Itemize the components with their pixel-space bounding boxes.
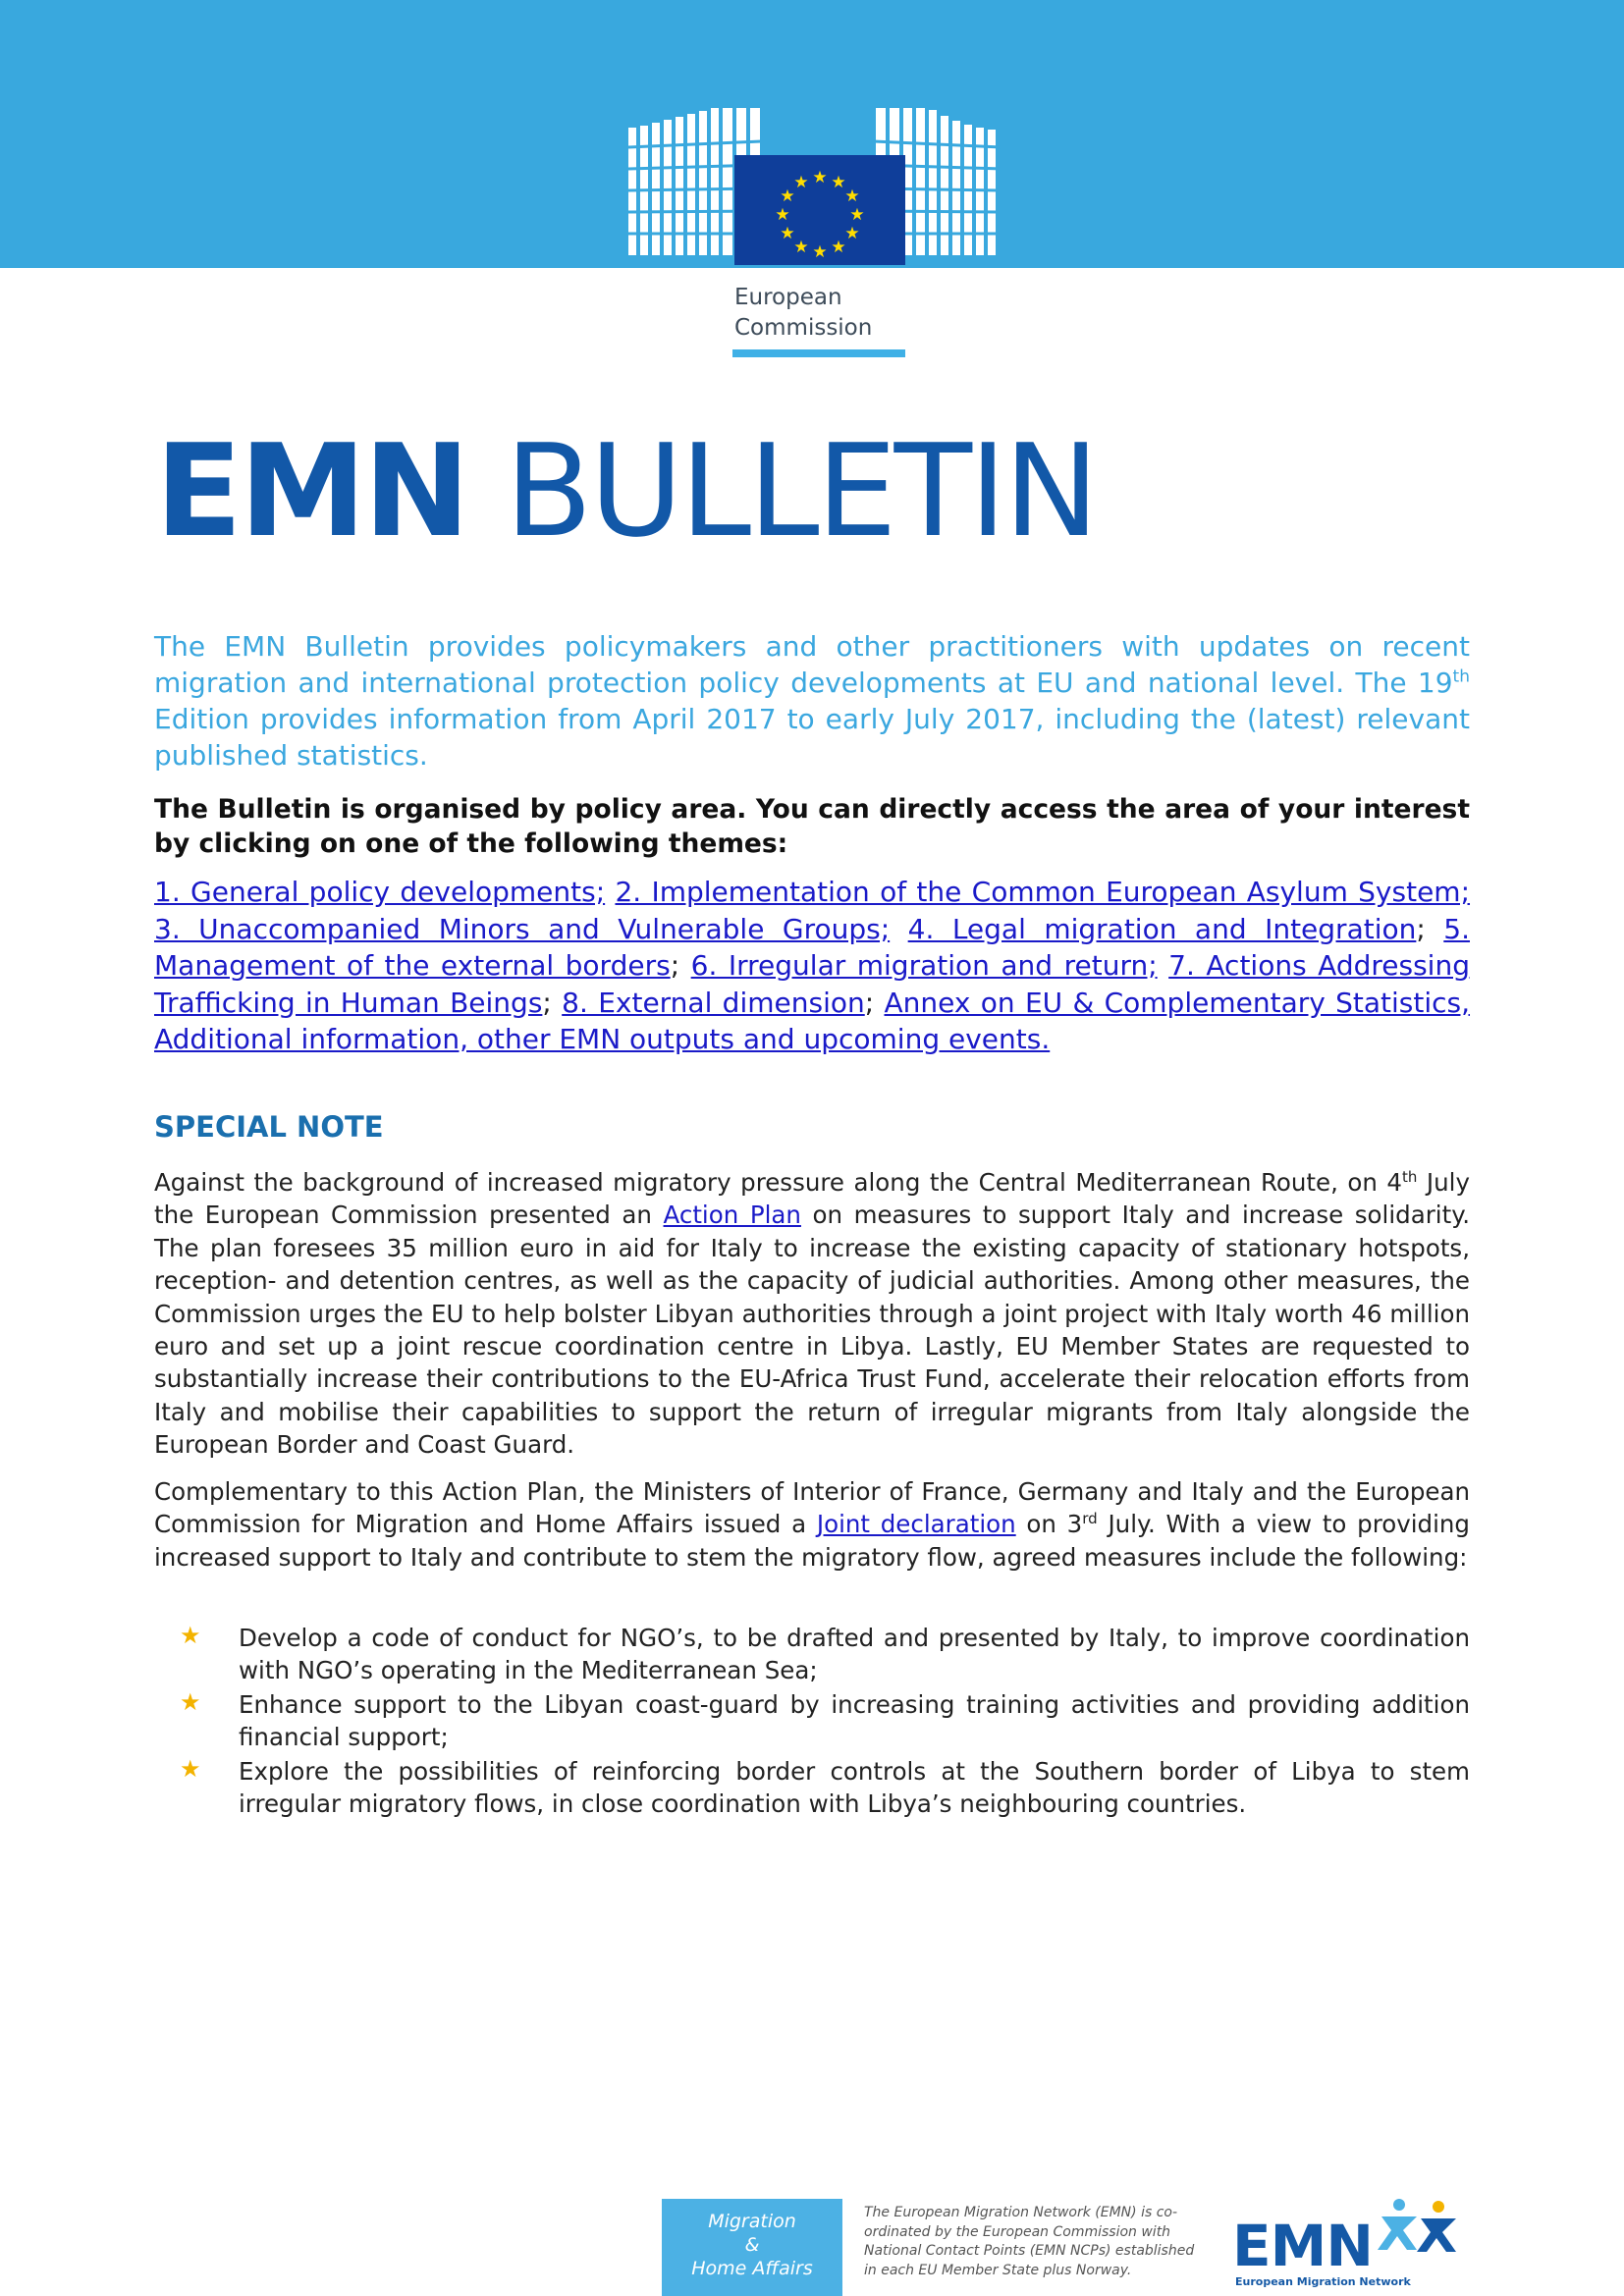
list-item xyxy=(154,1622,1470,1687)
svg-text:★: ★ xyxy=(831,173,846,192)
separator: ; xyxy=(542,986,552,1019)
svg-text:★: ★ xyxy=(812,168,828,187)
separator: ; xyxy=(670,949,680,982)
theme-link-minors[interactable]: 3. Unaccompanied Minors and Vulnerable Groups; xyxy=(154,912,891,945)
p2-text-a: Complementary to this Action Plan, the Ministers of Interior of France, Germany and Italy and the European Commission for Migration and Home Affairs issued a xyxy=(154,1477,1470,1539)
measures-list xyxy=(154,1622,1470,1821)
separator: ; xyxy=(1416,912,1426,945)
p1-text-b: July the European Commission presented an xyxy=(154,1168,1470,1230)
theme-link-annex[interactable]: Annex on EU & Complementary Statistics, Additional information, other EMN outputs and upcoming events. xyxy=(154,986,1471,1055)
badge-line-1: Migration xyxy=(708,2211,796,2232)
special-note-paragraph-1 xyxy=(154,1166,1470,1462)
p2-text-b: on 3 xyxy=(1015,1510,1083,1539)
star-bullet-icon: ★ xyxy=(180,1687,201,1716)
p2-sup: rd xyxy=(1082,1510,1098,1528)
theme-link-irregular-migration[interactable]: 6. Irregular migration and return; xyxy=(690,949,1158,982)
svg-text:★: ★ xyxy=(812,242,828,262)
theme-links xyxy=(154,874,1470,1058)
list-item xyxy=(154,1755,1470,1821)
star-bullet-icon: ★ xyxy=(180,1754,201,1783)
title-bulletin: BULLETIN xyxy=(505,416,1097,565)
intro-sup: th xyxy=(1452,667,1470,687)
org-line2: Commission xyxy=(734,315,873,341)
svg-text:★: ★ xyxy=(775,205,790,225)
star-bullet-icon: ★ xyxy=(180,1622,201,1649)
svg-text:★: ★ xyxy=(780,187,795,206)
p1-sup: th xyxy=(1402,1167,1418,1186)
p2-text-c: July. With a view to providing increased support to Italy and contribute to stem the migratory flow, agreed measures include the following: xyxy=(154,1510,1470,1572)
european-commission-logo xyxy=(628,108,1001,265)
special-note-paragraph-2 xyxy=(154,1475,1470,1574)
lead-paragraph: The Bulletin is organised by policy area. You can directly access the area of your interest by clicking on one of the following themes: xyxy=(154,794,1470,859)
separator: ; xyxy=(864,986,875,1019)
svg-text:★: ★ xyxy=(844,224,860,243)
intro-text-1: The EMN Bulletin provides policymakers and other practitioners with updates on recent migration and international protection policy developments at EU and national level. The 19 xyxy=(154,630,1470,699)
list-item xyxy=(154,1688,1470,1754)
logo-underline xyxy=(732,349,905,357)
theme-link-borders[interactable]: 5. Management of the external borders xyxy=(154,912,1470,982)
emn-wordmark: EMN xyxy=(1232,2213,1373,2279)
special-note-heading: SPECIAL NOTE xyxy=(154,1110,384,1144)
p1-text-a: Against the background of increased migratory pressure along the Central Mediterranean Route, on 4 xyxy=(154,1168,1403,1197)
document-title xyxy=(155,416,1097,565)
theme-link-trafficking[interactable]: 7. Actions Addressing Trafficking in Human Beings xyxy=(154,949,1470,1019)
org-line1: European xyxy=(734,285,842,310)
emn-figures-icon xyxy=(1370,2195,1468,2264)
european-commission-wordmark xyxy=(734,283,901,344)
badge-line-2: & xyxy=(744,2234,760,2256)
theme-link-external-dimension[interactable]: 8. External dimension xyxy=(562,986,865,1019)
title-emn: EMN xyxy=(155,416,467,565)
intro-text-2: Edition provides information from April 2017 to early July 2017, including the (latest) relevant published statistics. xyxy=(154,703,1470,772)
svg-text:★: ★ xyxy=(844,187,860,206)
theme-link-ceas[interactable]: 2. Implementation of the Common European Asylum System; xyxy=(615,876,1471,908)
joint-declaration-link[interactable]: Joint declaration xyxy=(816,1510,1016,1539)
list-item-text: Explore the possibilities of reinforcing border controls at the Southern border of Libya to stem irregular migratory flows, in close coordination with Libya’s neighbouring countries. xyxy=(239,1756,1470,1819)
svg-text:★: ★ xyxy=(849,205,865,225)
theme-link-general-policy[interactable]: 1. General policy developments; xyxy=(154,876,606,908)
footer-note: The European Migration Network (EMN) is co-ordinated by the European Commission with National Contact Points (EMN NCPs) established in each EU Member State plus Norway. xyxy=(864,2205,1195,2278)
badge-line-3: Home Affairs xyxy=(691,2258,813,2279)
svg-text:★: ★ xyxy=(793,238,809,257)
theme-link-legal-migration[interactable]: 4. Legal migration and Integration xyxy=(907,912,1417,945)
p1-text-c: on measures to support Italy and increase solidarity. The plan foresees 35 million euro in aid for Italy to increase the existing capacity of stationary hotspots, reception- and detention centres, as well as the capacity of judicial authorities. Among other measures, the Commission urges the EU to help bolster Libyan authorities through a joint project with Italy worth 46 million euro and set up a joint rescue coordination centre in Libya. Lastly, EU Member States are requested to substantially increase their contributions to the EU-Africa Trust Fund, accelerate their relocation efforts from Italy and mobilise their capabilities to support the return of irregular migrants from Italy alongside the European Border and Coast Guard. xyxy=(154,1201,1470,1460)
emn-subtitle: European Migration Network xyxy=(1235,2275,1411,2288)
intro-paragraph xyxy=(154,628,1470,774)
svg-text:★: ★ xyxy=(793,173,809,192)
action-plan-link[interactable]: Action Plan xyxy=(663,1201,801,1230)
svg-text:★: ★ xyxy=(831,238,846,257)
migration-home-affairs-badge xyxy=(662,2199,842,2296)
emn-logo xyxy=(1232,2195,1478,2293)
svg-text:★: ★ xyxy=(780,224,795,243)
list-item-text: Develop a code of conduct for NGO’s, to be drafted and presented by Italy, to improve coordination with NGO’s operating in the Mediterranean Sea; xyxy=(239,1624,1470,1685)
list-item-text: Enhance support to the Libyan coast-guard by increasing training activities and providing addition financial support; xyxy=(239,1689,1470,1752)
